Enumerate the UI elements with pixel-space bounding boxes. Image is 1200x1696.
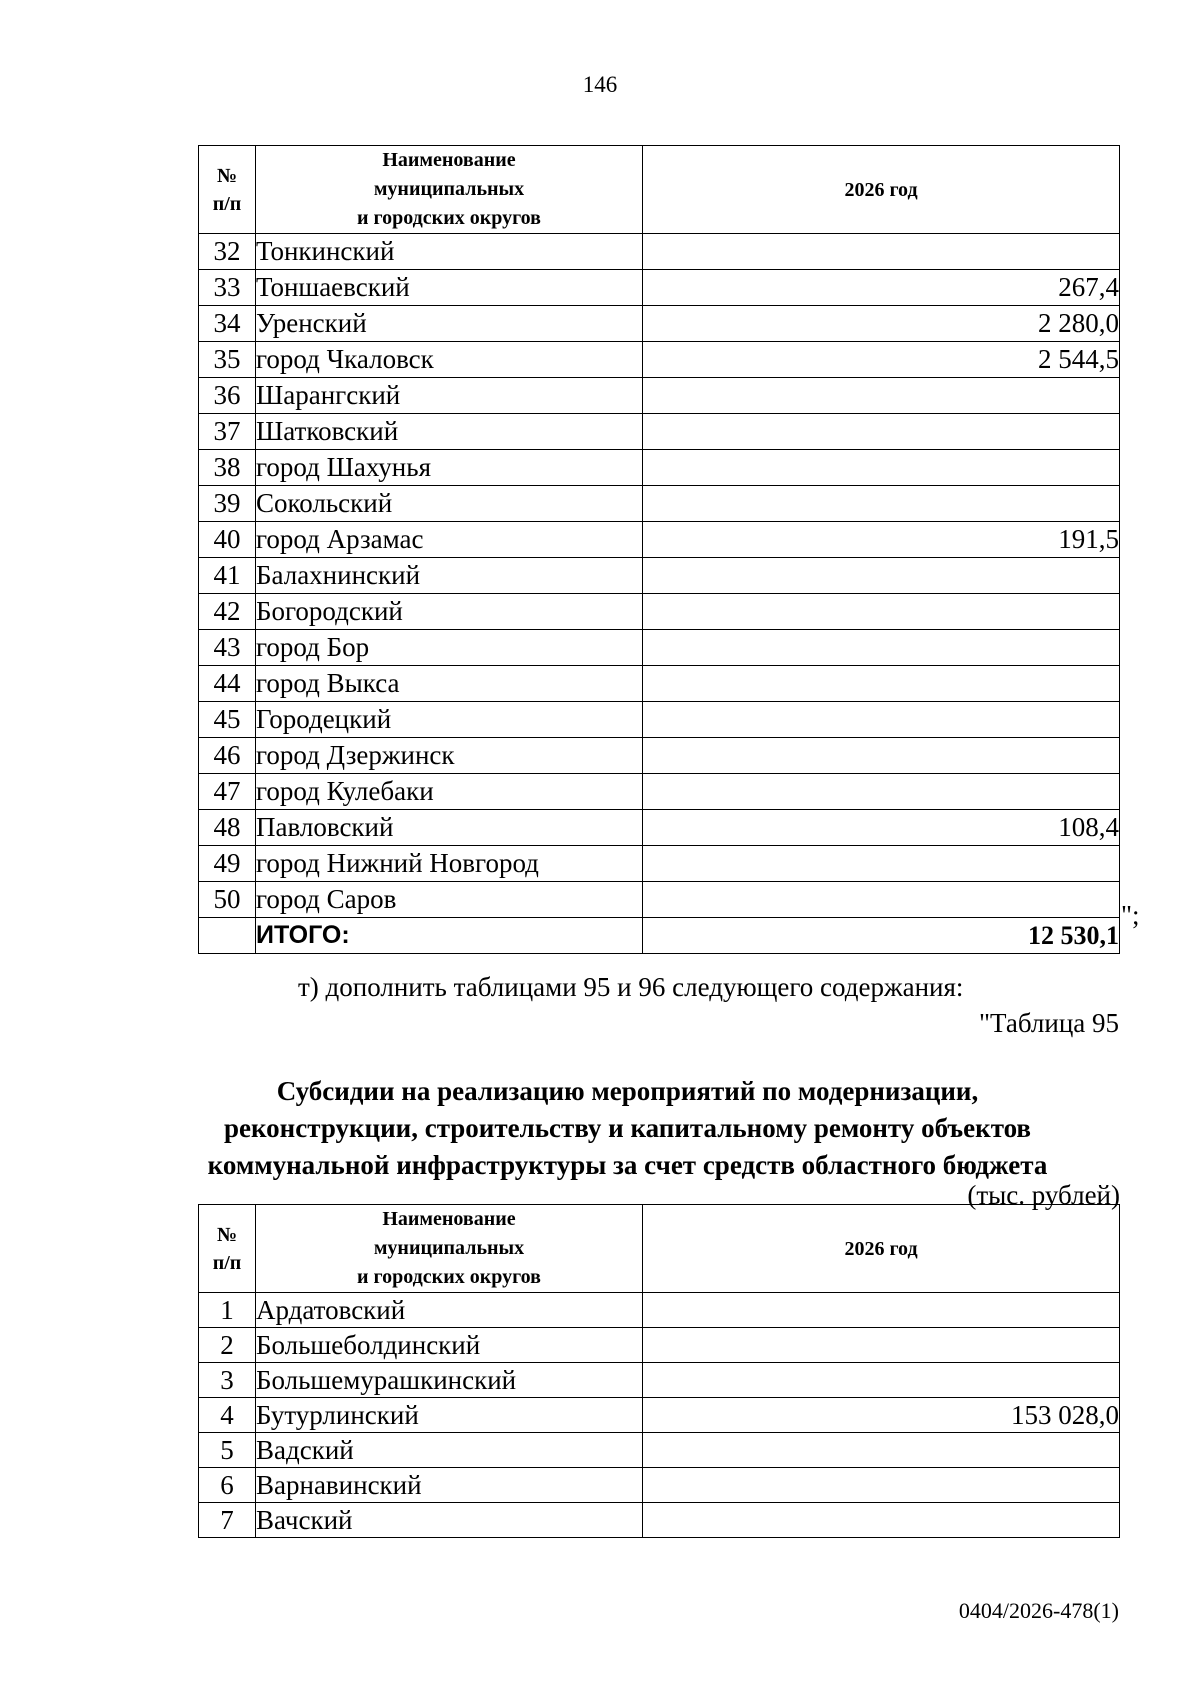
row-number: 49	[199, 846, 256, 882]
document-code: 0404/2026-478(1)	[958, 1598, 1119, 1623]
table-row	[199, 1468, 1120, 1503]
row-name: Бутурлинский	[256, 1398, 643, 1433]
row-value	[643, 702, 1120, 738]
table-row	[199, 306, 1120, 342]
table-row	[199, 234, 1120, 270]
row-number: 34	[199, 306, 256, 342]
row-name: Богородский	[256, 594, 643, 630]
row-value: 267,4	[643, 270, 1120, 306]
row-name: Сокольский	[256, 486, 643, 522]
table-row	[199, 270, 1120, 306]
row-name: Городецкий	[256, 702, 643, 738]
row-value	[643, 594, 1120, 630]
row-value	[643, 450, 1120, 486]
row-value	[643, 378, 1120, 414]
row-name: Большемурашкинский	[256, 1363, 643, 1398]
row-value	[643, 486, 1120, 522]
row-name: город Арзамас	[256, 522, 643, 558]
header-number: № п/п	[199, 146, 256, 234]
row-name: город Шахунья	[256, 450, 643, 486]
table-row	[199, 1328, 1120, 1363]
row-value	[643, 1293, 1120, 1328]
row-value	[643, 1468, 1120, 1503]
row-value: 108,4	[643, 810, 1120, 846]
header-year: 2026 год	[643, 146, 1120, 234]
table-header-row	[199, 146, 1120, 234]
row-number: 46	[199, 738, 256, 774]
row-number: 6	[199, 1468, 256, 1503]
row-name: Павловский	[256, 810, 643, 846]
row-value: 191,5	[643, 522, 1120, 558]
row-name: город Дзержинск	[256, 738, 643, 774]
row-value	[643, 1328, 1120, 1363]
row-number: 40	[199, 522, 256, 558]
row-number: 43	[199, 630, 256, 666]
row-name: город Выкса	[256, 666, 643, 702]
table-row	[199, 666, 1120, 702]
header-name: Наименование муниципальных и городских округов	[256, 1205, 643, 1293]
table-row	[199, 1503, 1120, 1538]
table-row	[199, 702, 1120, 738]
row-name: город Кулебаки	[256, 774, 643, 810]
table-row	[199, 1433, 1120, 1468]
table-header-row	[199, 1205, 1120, 1293]
table-row	[199, 1293, 1120, 1328]
page-number: 146	[582, 72, 618, 97]
total-row	[199, 918, 1120, 954]
row-number: 2	[199, 1328, 256, 1363]
table-row	[199, 450, 1120, 486]
row-value	[643, 1433, 1120, 1468]
row-name: город Нижний Новгород	[256, 846, 643, 882]
row-number: 4	[199, 1398, 256, 1433]
row-number: 37	[199, 414, 256, 450]
row-value: 153 028,0	[643, 1398, 1120, 1433]
row-value: 2 280,0	[643, 306, 1120, 342]
row-value	[643, 1503, 1120, 1538]
row-number: 48	[199, 810, 256, 846]
closing-quote: ";	[1121, 900, 1140, 930]
table-row	[199, 342, 1120, 378]
row-number: 50	[199, 882, 256, 918]
row-number: 39	[199, 486, 256, 522]
row-number: 41	[199, 558, 256, 594]
row-name: Вадский	[256, 1433, 643, 1468]
row-number: 5	[199, 1433, 256, 1468]
row-value	[643, 630, 1120, 666]
total-label: ИТОГО:	[256, 918, 643, 954]
table-row	[199, 1398, 1120, 1433]
table-row	[199, 414, 1120, 450]
header-name: Наименование муниципальных и городских округов	[256, 146, 643, 234]
row-value	[643, 666, 1120, 702]
table-row	[199, 378, 1120, 414]
row-number: 33	[199, 270, 256, 306]
row-name: Ардатовский	[256, 1293, 643, 1328]
row-number: 7	[199, 1503, 256, 1538]
row-name: Шарангский	[256, 378, 643, 414]
row-number: 47	[199, 774, 256, 810]
table-row	[199, 486, 1120, 522]
row-name: Шатковский	[256, 414, 643, 450]
table-row	[199, 774, 1120, 810]
table-title: Субсидии на реализацию мероприятий по модернизации, реконструкции, строительству и капитальному ремонту объектов коммунальной инфраструктуры за счет средств областного бюджета	[207, 1076, 1048, 1180]
table-row	[199, 522, 1120, 558]
row-number: 42	[199, 594, 256, 630]
table-row	[199, 846, 1120, 882]
row-number: 45	[199, 702, 256, 738]
header-year: 2026 год	[643, 1205, 1120, 1293]
row-number: 3	[199, 1363, 256, 1398]
row-value	[643, 846, 1120, 882]
subsidy-table-95	[198, 1204, 1120, 1538]
table-row	[199, 810, 1120, 846]
row-name: Тонкинский	[256, 234, 643, 270]
row-name: Вачский	[256, 1503, 643, 1538]
row-value	[643, 234, 1120, 270]
header-number: № п/п	[199, 1205, 256, 1293]
row-number: 36	[199, 378, 256, 414]
table-row	[199, 738, 1120, 774]
row-name: Варнавинский	[256, 1468, 643, 1503]
row-name: Балахнинский	[256, 558, 643, 594]
row-value	[643, 882, 1120, 918]
table-row	[199, 594, 1120, 630]
total-value: 12 530,1	[643, 918, 1120, 954]
row-value	[643, 414, 1120, 450]
row-value: 2 544,5	[643, 342, 1120, 378]
row-number: 32	[199, 234, 256, 270]
row-value	[643, 774, 1120, 810]
row-number: 35	[199, 342, 256, 378]
table-row	[199, 558, 1120, 594]
row-number: 44	[199, 666, 256, 702]
table-label: "Таблица 95	[979, 1008, 1119, 1038]
instruction-text: т) дополнить таблицами 95 и 96 следующего содержания:	[298, 972, 964, 1002]
subsidy-table-continued	[198, 145, 1120, 954]
row-name: город Бор	[256, 630, 643, 666]
row-name: Тоншаевский	[256, 270, 643, 306]
table-row	[199, 1363, 1120, 1398]
units-note: (тыс. рублей)	[967, 1180, 1120, 1210]
row-name: Уренский	[256, 306, 643, 342]
row-value	[643, 738, 1120, 774]
row-value	[643, 1363, 1120, 1398]
row-number: 1	[199, 1293, 256, 1328]
row-number: 38	[199, 450, 256, 486]
table-row	[199, 630, 1120, 666]
table-row	[199, 882, 1120, 918]
row-name: город Саров	[256, 882, 643, 918]
row-name: город Чкаловск	[256, 342, 643, 378]
total-empty-cell	[199, 918, 256, 954]
row-value	[643, 558, 1120, 594]
row-name: Большеболдинский	[256, 1328, 643, 1363]
